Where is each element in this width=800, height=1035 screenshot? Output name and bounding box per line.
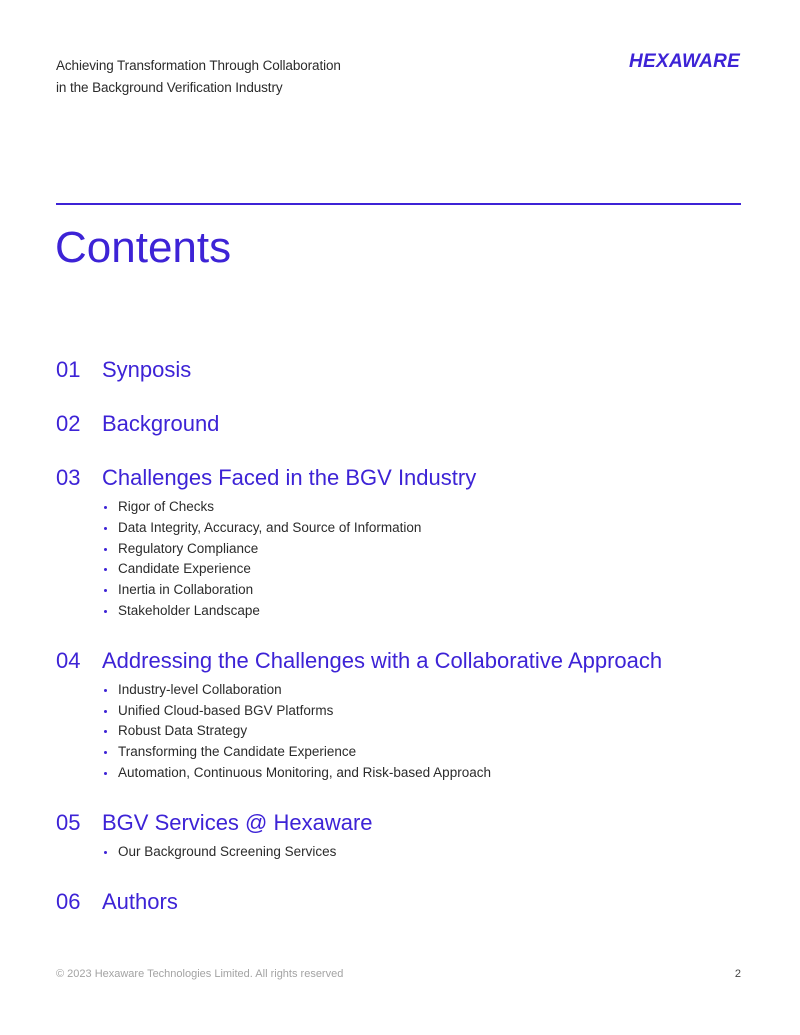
list-item[interactable]: Candidate Experience bbox=[103, 559, 746, 580]
list-item[interactable]: Regulatory Compliance bbox=[103, 539, 746, 560]
hexaware-logo: HEXAWARE bbox=[629, 51, 741, 72]
toc-section-01[interactable] bbox=[56, 355, 746, 385]
section-title[interactable]: Addressing the Challenges with a Collaborative Approach bbox=[102, 647, 663, 673]
section-number: 05 bbox=[56, 809, 81, 835]
subsection-list bbox=[56, 680, 746, 784]
section-number: 01 bbox=[56, 357, 81, 382]
table-of-contents bbox=[56, 355, 746, 941]
section-title[interactable]: Synposis bbox=[102, 357, 192, 382]
toc-section-05[interactable] bbox=[56, 808, 746, 863]
section-title[interactable]: BGV Services @ Hexaware bbox=[102, 809, 373, 835]
copyright-footer: © 2023 Hexaware Technologies Limited. All rights reserved bbox=[56, 968, 344, 980]
page-title: Contents bbox=[55, 223, 232, 272]
header-title-line-1: Achieving Transformation Through Collaboration bbox=[56, 58, 341, 73]
toc-section-04[interactable] bbox=[56, 646, 746, 784]
header-divider bbox=[56, 203, 741, 205]
list-item[interactable]: Unified Cloud-based BGV Platforms bbox=[103, 701, 746, 722]
toc-section-03[interactable] bbox=[56, 463, 746, 622]
document-header-title bbox=[56, 55, 341, 99]
list-item[interactable]: Automation, Continuous Monitoring, and Risk-based Approach bbox=[103, 763, 746, 784]
list-item[interactable]: Inertia in Collaboration bbox=[103, 580, 746, 601]
section-title[interactable]: Background bbox=[102, 411, 220, 436]
list-item[interactable]: Robust Data Strategy bbox=[103, 721, 746, 742]
subsection-list bbox=[56, 497, 746, 622]
subsection-list bbox=[56, 842, 746, 863]
list-item[interactable]: Stakeholder Landscape bbox=[103, 601, 746, 622]
section-number: 03 bbox=[56, 465, 81, 490]
list-item[interactable]: Data Integrity, Accuracy, and Source of Information bbox=[103, 518, 746, 539]
header-title-line-2: in the Background Verification Industry bbox=[56, 80, 283, 95]
list-item[interactable]: Industry-level Collaboration bbox=[103, 680, 746, 701]
list-item[interactable]: Our Background Screening Services bbox=[103, 842, 746, 863]
section-title[interactable]: Authors bbox=[102, 888, 178, 914]
toc-section-06[interactable] bbox=[56, 887, 746, 917]
section-number: 02 bbox=[56, 411, 81, 436]
list-item[interactable]: Transforming the Candidate Experience bbox=[103, 742, 746, 763]
section-number: 04 bbox=[56, 647, 81, 673]
toc-section-02[interactable] bbox=[56, 409, 746, 439]
section-title[interactable]: Challenges Faced in the BGV Industry bbox=[102, 465, 477, 490]
list-item[interactable]: Rigor of Checks bbox=[103, 497, 746, 518]
section-number: 06 bbox=[56, 888, 81, 914]
page-number: 2 bbox=[734, 968, 741, 980]
